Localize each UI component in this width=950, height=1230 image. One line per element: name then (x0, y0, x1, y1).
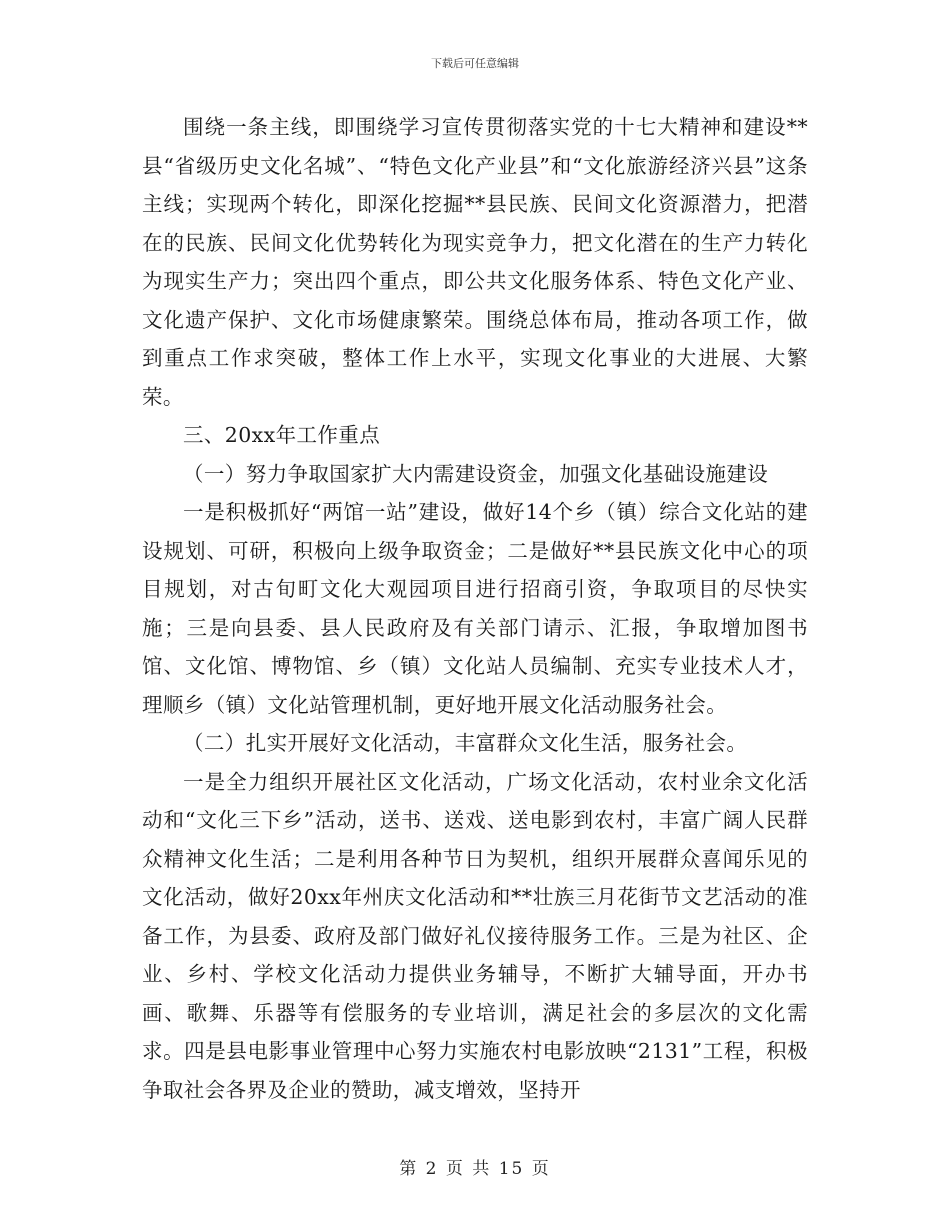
subheading-infrastructure: （一）努力争取国家扩大内需建设资金，加强文化基础设施建设 (183, 461, 769, 486)
paragraph-cultural-activities: 一是全力组织开展社区文化活动，广场文化活动，农村业余文化活动和“文化三下乡”活动，送书、送戏、送电影到农村，丰富广阔人民群众精神文化生活；二是利用各种节日为契机，组织开展群众喜闻乐见的文化活动，做好20xx年州庆文化活动和**壮族三月花街节文艺活动的准备工作，为县委、政府及部门做好礼仪接待服务工作。三是为社区、企业、乡村、学校文化活动力提供业务辅导，不断扩大辅导面，开办书画、歌舞、乐器等有偿服务的专业培训，满足社会的多层次的文化需求。四是县电影事业管理中心努力实施农村电影放映“2131”工程，积极争取社会各界及企业的赞助，减支增效，坚持开 (142, 769, 808, 1102)
header-note: 下载后可任意编辑 (431, 57, 519, 70)
subheading-cultural-activities: （二）扎实开展好文化活动，丰富群众文化生活，服务社会。 (183, 731, 748, 755)
document-body (142, 108, 808, 1109)
page-number-footer: 第 2 页 共 15 页 (399, 1159, 551, 1179)
paragraph-main-line: 围绕一条主线，即围绕学习宣传贯彻落实党的十七大精神和建设**县“省级历史文化名城”、“特色文化产业县”和“文化旅游经济兴县”这条主线；实现两个转化，即深化挖掘**县民族、民间文化资源潜力，把潜在的民族、民间文化优势转化为现实竞争力，把文化潜在的生产力转化为现实生产力；突出四个重点，即公共文化服务体系、特色文化产业、文化遗产保护、文化市场健康繁荣。围绕总体布局，推动各项工作，做到重点工作求突破，整体工作上水平，实现文化事业的大进展、大繁荣。 (142, 115, 808, 409)
paragraph-infrastructure: 一是积极抓好“两馆一站”建设，做好14个乡（镇）综合文化站的建设规划、可研，积极向上级争取资金；二是做好**县民族文化中心的项目规划，对古旬町文化大观园项目进行招商引资，争取项目的尽快实施；三是向县委、县人民政府及有关部门请示、汇报，争取增加图书馆、文化馆、博物馆、乡（镇）文化站人员编制、充实专业技术人才，理顺乡（镇）文化站管理机制，更好地开展文化活动服务社会。 (142, 500, 808, 717)
section-heading-work-focus: 三、20xx年工作重点 (183, 423, 381, 447)
